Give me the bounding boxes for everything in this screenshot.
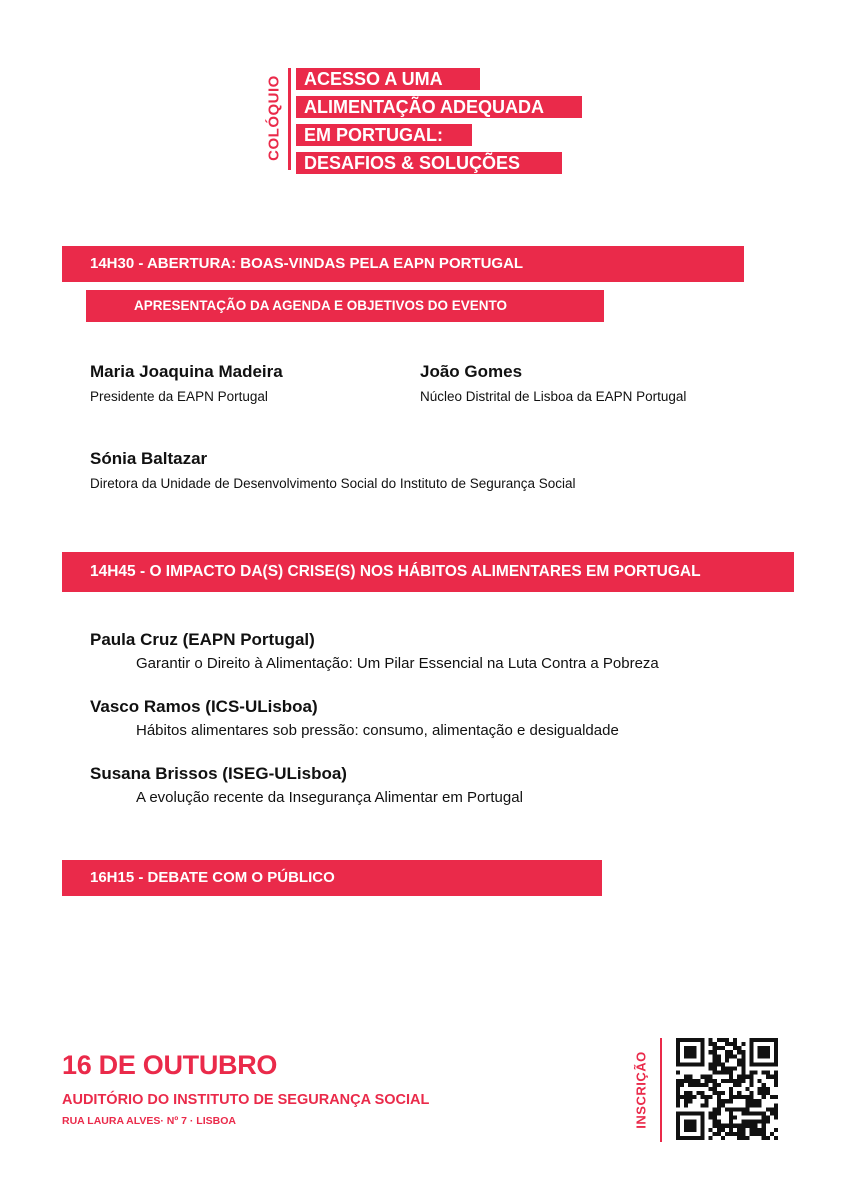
registration-label-text: INSCRIÇÃO — [633, 1051, 649, 1129]
talk-speaker: Susana Brissos (ISEG-ULisboa) — [90, 764, 347, 783]
title-line-4: DESAFIOS & SOLUÇÕES — [296, 152, 562, 174]
event-address: RUA LAURA ALVES· Nº 7 · LISBOA — [62, 1115, 236, 1127]
session-impact-bar: 14H45 - O IMPACTO DA(S) CRISE(S) NOS HÁBITOS ALIMENTARES EM PORTUGAL — [62, 552, 794, 592]
speaker-name: João Gomes — [420, 362, 523, 381]
talk-title: Garantir o Direito à Alimentação: Um Pilar Essencial na Luta Contra a Pobreza — [136, 655, 659, 672]
speaker-role: Núcleo Distrital de Lisboa da EAPN Portugal — [420, 389, 687, 404]
event-venue: AUDITÓRIO DO INSTITUTO DE SEGURANÇA SOCIAL — [62, 1092, 430, 1108]
talk-title: Hábitos alimentares sob pressão: consumo, alimentação e desigualdade — [136, 722, 619, 739]
registration-qr-code[interactable] — [676, 1038, 778, 1140]
colloquium-label-text: COLÓQUIO — [265, 75, 283, 161]
colloquium-label — [262, 70, 286, 166]
speaker-role: Presidente da EAPN Portugal — [90, 389, 268, 404]
session-agenda-subbar: APRESENTAÇÃO DA AGENDA E OBJETIVOS DO EVENTO — [86, 290, 604, 322]
speaker-name: Sónia Baltazar — [90, 449, 208, 468]
title-line-1: ACESSO A UMA — [296, 68, 480, 90]
event-date: 16 DE OUTUBRO — [62, 1050, 278, 1080]
registration-divider — [660, 1038, 662, 1142]
talk-speaker: Paula Cruz (EAPN Portugal) — [90, 630, 315, 649]
session-debate-bar: 16H15 - DEBATE COM O PÚBLICO — [62, 860, 602, 896]
header-divider — [288, 68, 291, 170]
title-line-3: EM PORTUGAL: — [296, 124, 472, 146]
session-opening-bar: 14H30 - ABERTURA: BOAS-VINDAS PELA EAPN PORTUGAL — [62, 246, 744, 282]
talk-title: A evolução recente da Insegurança Alimentar em Portugal — [136, 789, 523, 806]
talk-speaker: Vasco Ramos (ICS-ULisboa) — [90, 697, 318, 716]
speaker-name: Maria Joaquina Madeira — [90, 362, 283, 381]
title-line-2: ALIMENTAÇÃO ADEQUADA — [296, 96, 582, 118]
speaker-role: Diretora da Unidade de Desenvolvimento Social do Instituto de Segurança Social — [90, 476, 576, 491]
registration-label — [628, 1040, 654, 1140]
